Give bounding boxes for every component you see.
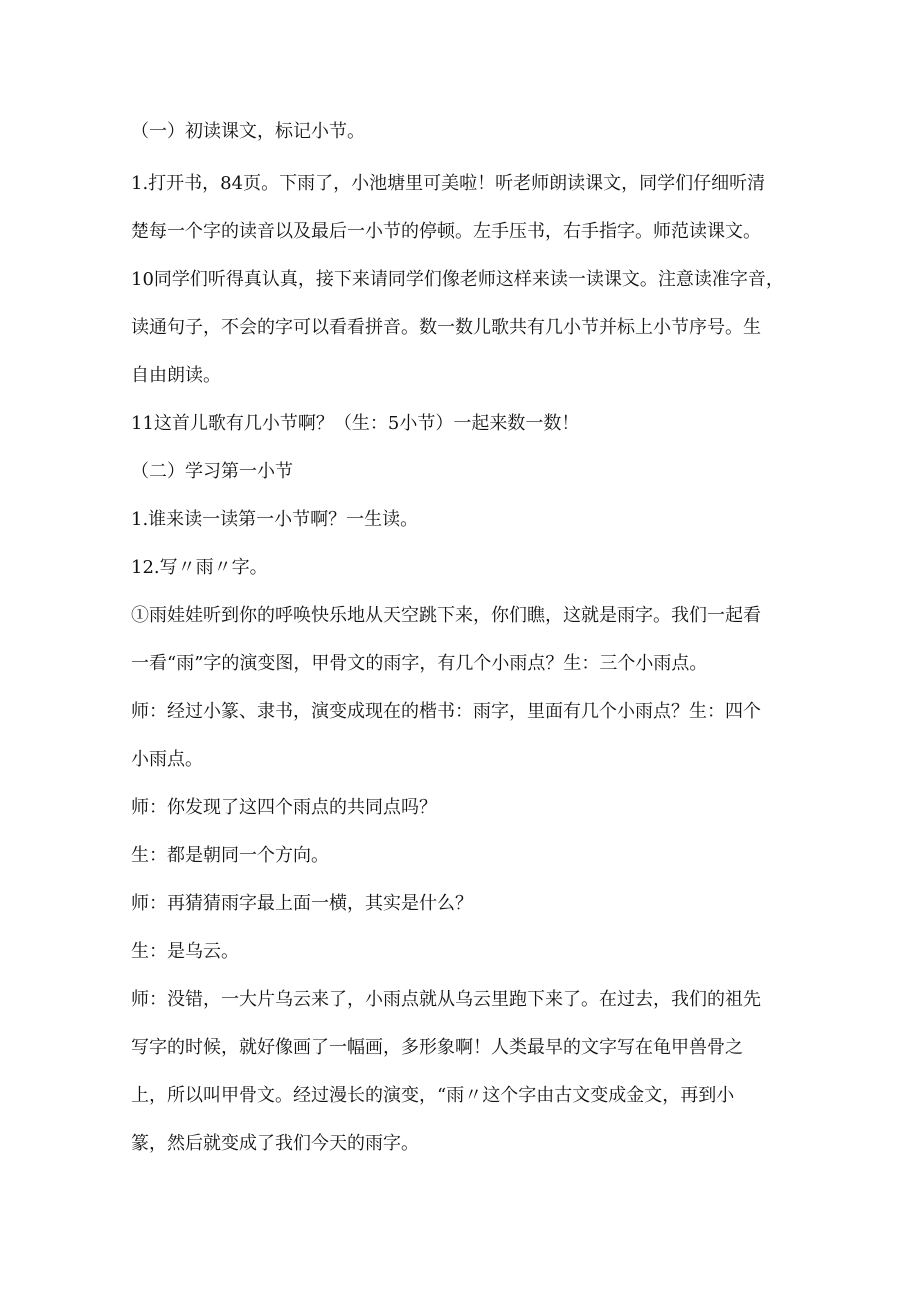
paragraph-line: 小雨点。 [131, 749, 203, 770]
paragraph-line: 一看“雨”字的演变图，甲骨文的雨字，有几个小雨点？生：三个小雨点。 [131, 653, 708, 674]
paragraph-line: 10同学们听得真认真，接下来请同学们像老师这样来读一读课文。注意读准字音， [131, 269, 784, 290]
paragraph-line: 师：没错，一大片乌云来了，小雨点就从乌云里跑下来了。在过去，我们的祖先 [131, 989, 761, 1010]
paragraph-line: 1.谁来读一读第一小节啊？一生读。 [131, 509, 419, 530]
section-heading-2: （二）学习第一小节 [131, 461, 293, 482]
paragraph-line: 12.写〃雨〃字。 [131, 557, 268, 578]
paragraph-line: 11这首儿歌有几小节啊？（生：5小节）一起来数一数！ [131, 413, 580, 434]
paragraph-line: 生：都是朝同一个方向。 [131, 845, 329, 866]
paragraph-line: 生：是乌云。 [131, 941, 239, 962]
paragraph-line: 1.打开书，84页。下雨了，小池塘里可美啦！听老师朗读课文，同学们仔细听清 [131, 173, 766, 194]
paragraph-line: 楚每一个字的读音以及最后一小节的停顿。左手压书，右手指字。师范读课文。 [131, 221, 761, 242]
paragraph-line: 师：你发现了这四个雨点的共同点吗？ [131, 797, 437, 818]
paragraph-line: 自由朗读。 [131, 365, 221, 386]
paragraph-line: 写字的时候，就好像画了一幅画，多形象啊！人类最早的文字写在龟甲兽骨之 [131, 1037, 743, 1058]
section-heading-1: （一）初读课文，标记小节。 [131, 121, 365, 142]
paragraph-line: 师：经过小篆、隶书，演变成现在的楷书：雨字，里面有几个小雨点？生：四个 [131, 701, 761, 722]
paragraph-line: 师：再猜猜雨字最上面一横，其实是什么？ [131, 893, 473, 914]
paragraph-line: 篆，然后就变成了我们今天的雨字。 [131, 1133, 419, 1154]
paragraph-line: ①雨娃娃听到你的呼唤快乐地从天空跳下来，你们瞧，这就是雨字。我们一起看 [131, 605, 761, 626]
paragraph-line: 上，所以叫甲骨文。经过漫长的演变，“雨〃这个字由古文变成金文，再到小 [131, 1085, 735, 1106]
paragraph-line: 读通句子，不会的字可以看看拼音。数一数儿歌共有几小节并标上小节序号。生 [131, 317, 761, 338]
